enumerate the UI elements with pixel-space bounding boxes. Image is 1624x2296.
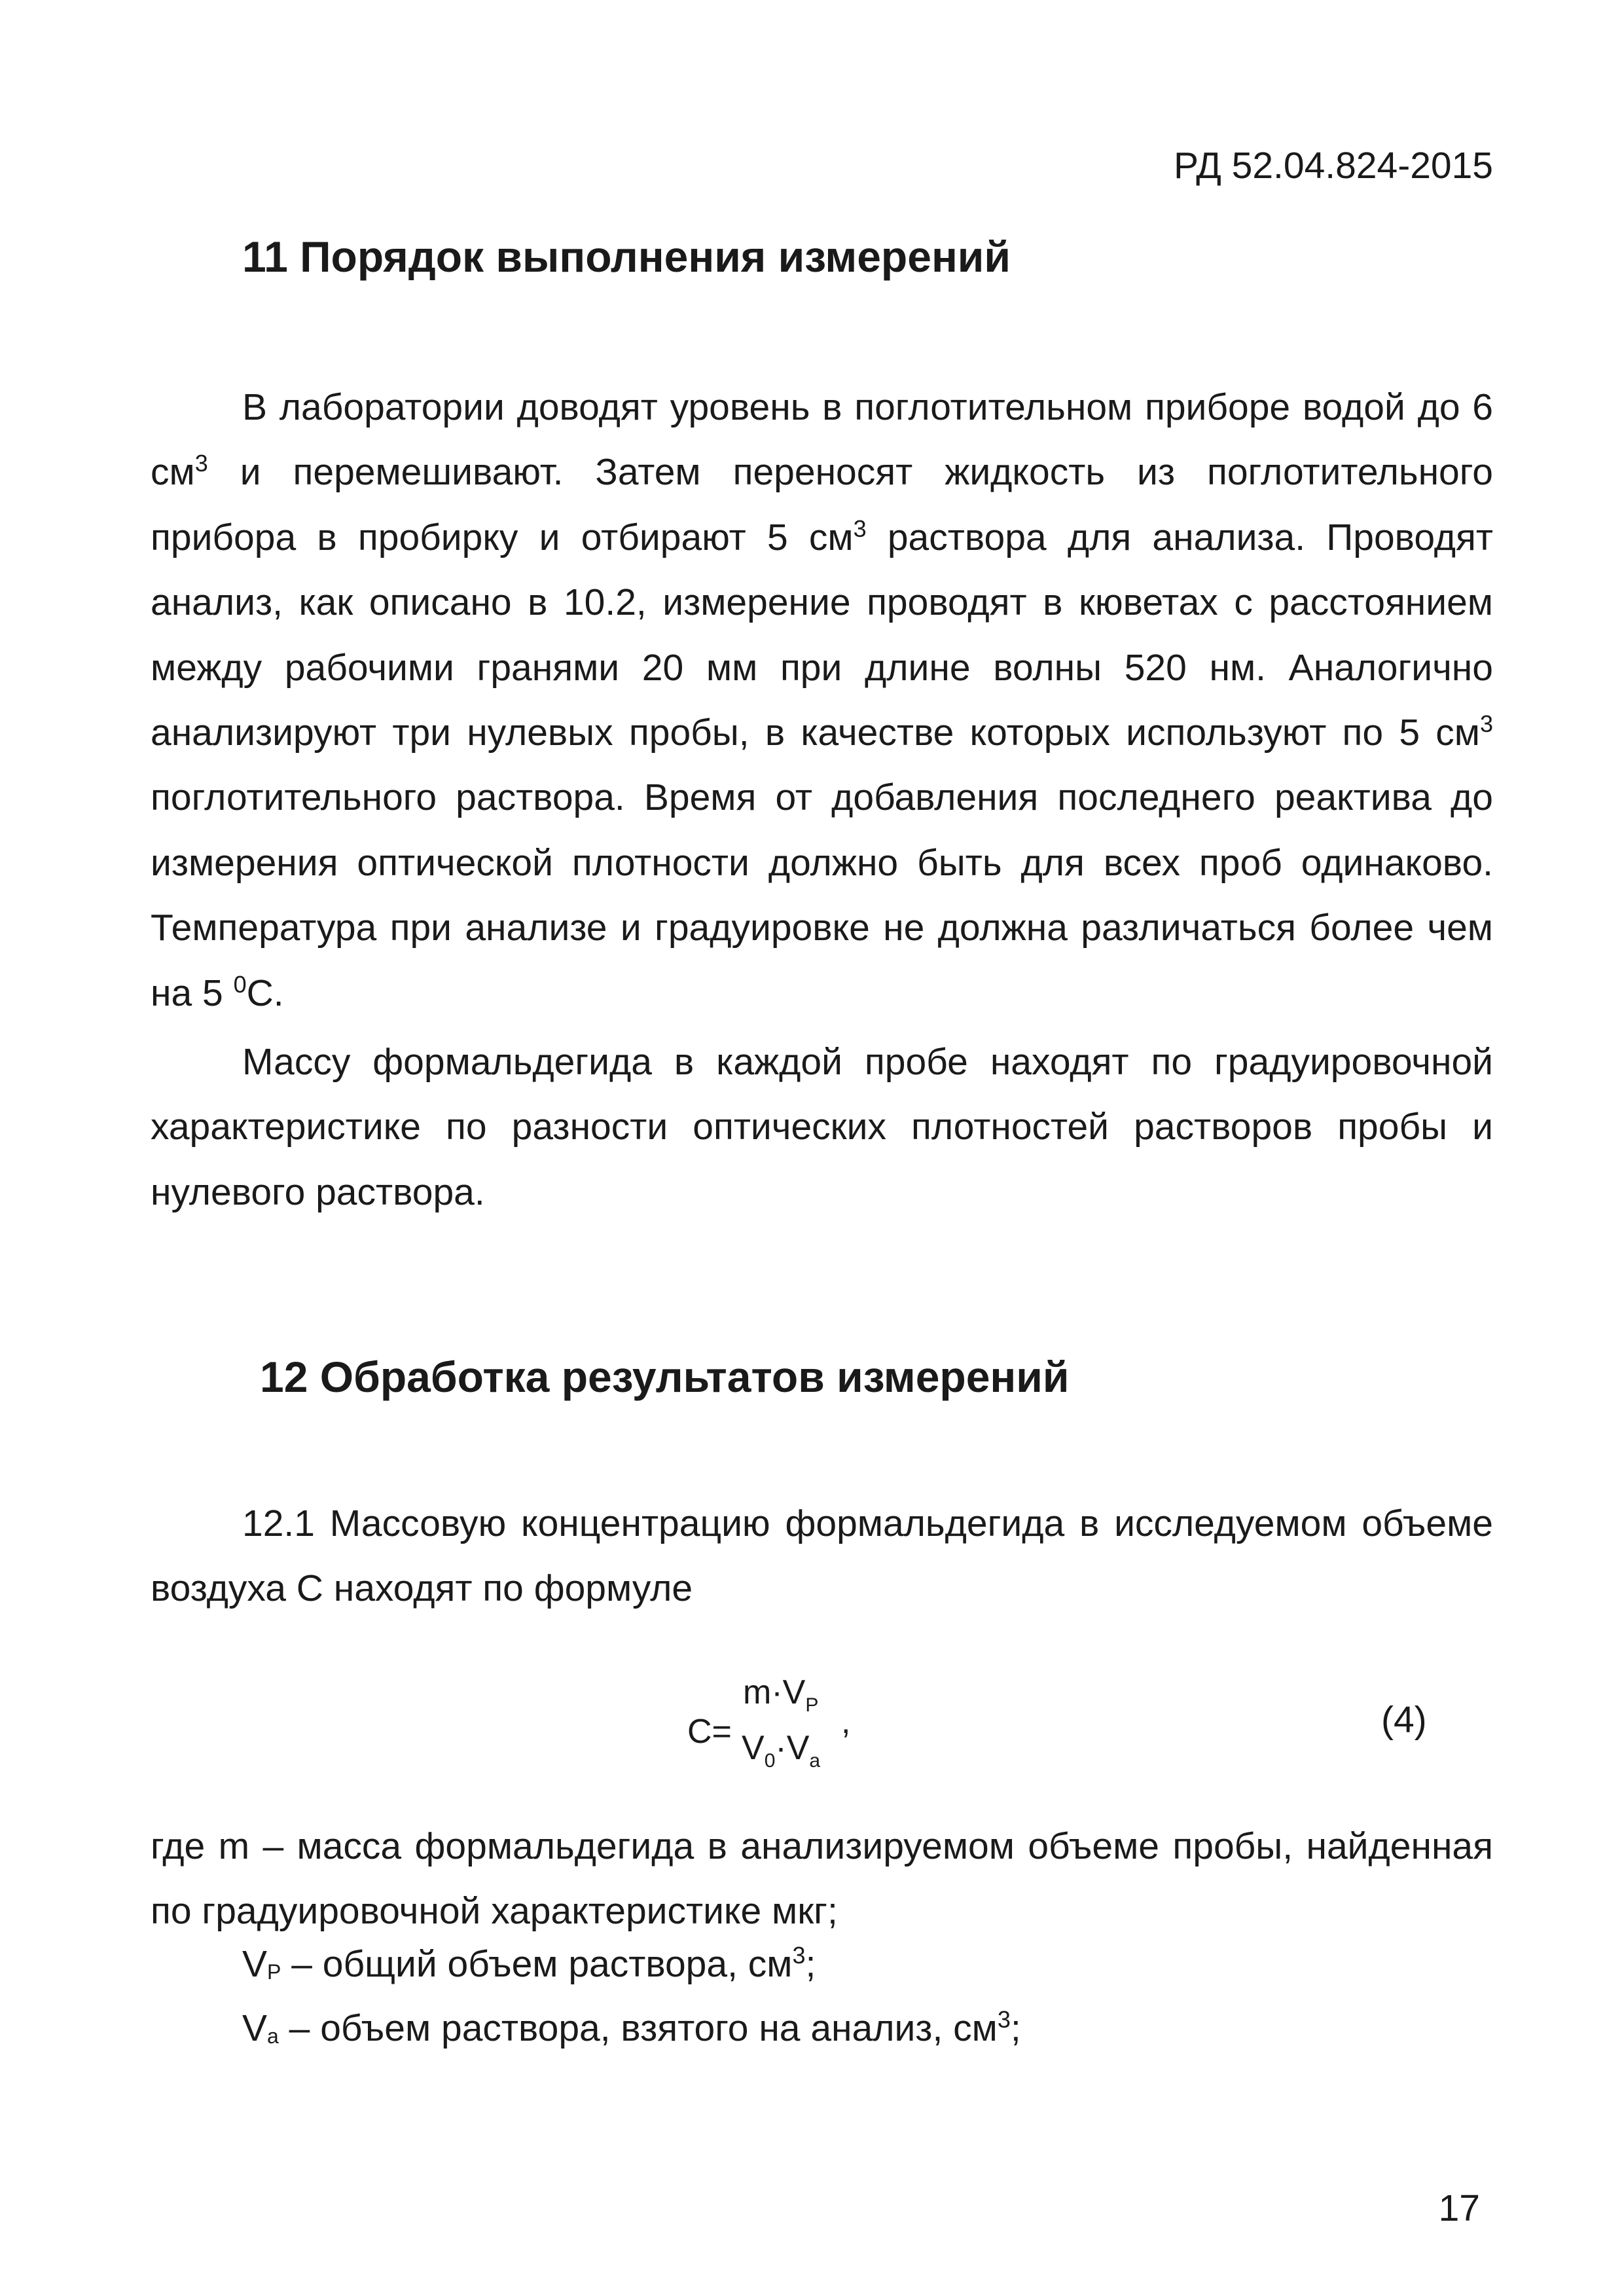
where-definition: где m – масса формальдегида в анализируемом объеме пробы, найденная по градуировочной характеристике мкг; <box>151 1825 1493 1933</box>
section-12-paragraph-1: 12.1 Массовую концентрацию формальдегида в исследуемом объеме воздуха С находят по формуле <box>151 1503 1493 1610</box>
equation-number: (4) <box>1381 1699 1427 1741</box>
p1-part-b: и перемешивают. Затем переносят жидкость из поглотительного прибора в пробирку и отбирают 5 см <box>151 451 1493 558</box>
superscript-3: 3 <box>997 2006 1011 2033</box>
document-code: РД 52.04.824-2015 <box>1173 145 1493 187</box>
superscript-3: 3 <box>1479 710 1493 738</box>
vp-symbol: V <box>242 1943 268 1985</box>
formula-lhs: C= <box>687 1713 732 1751</box>
formula-numerator <box>743 1673 818 1717</box>
p1-part-d: поглотительного раствора. Время от добавления последнего реактива до измерения оптической плотности должно быть для всех проб одинаково. Температура при анализе и градуировке не должна различаться более чем на 5 <box>151 776 1493 1014</box>
formula-denominator <box>742 1728 820 1772</box>
va-text: – объем раствора, взятого на анализ, см <box>278 2007 998 2049</box>
formula-4 <box>681 1673 890 1784</box>
numerator-subscript: P <box>805 1694 819 1716</box>
va-symbol: V <box>242 2007 268 2049</box>
page-number: 17 <box>1438 2187 1480 2229</box>
superscript-3: 3 <box>792 1942 806 1969</box>
section-11-paragraph-1 <box>151 375 1493 1026</box>
definition-va <box>242 2005 1021 2059</box>
degree-superscript: 0 <box>233 970 247 998</box>
p1-part-c: раствора для анализа. Проводят анализ, как описано в 10.2, измерение проводят в кюветах с расстоянием между рабочими гранями 20 мм при длине волны 520 нм. Аналогично анализируют три нулевых пробы, в качестве которых используют по 5 см <box>151 516 1493 754</box>
p1-part-e: С. <box>246 972 284 1014</box>
vp-subscript: P <box>267 1960 281 1984</box>
superscript-3: 3 <box>194 450 208 477</box>
denominator-v: V <box>742 1729 765 1767</box>
denominator-subscript-a: a <box>809 1750 821 1772</box>
semicolon: ; <box>805 1943 816 1985</box>
numerator-text: m·V <box>743 1673 806 1711</box>
p1-part-a: В лаборатории доводят уровень в поглотительном приборе водой до 6 см <box>151 386 1493 494</box>
superscript-3: 3 <box>853 515 867 542</box>
semicolon: ; <box>1010 2007 1021 2049</box>
section-12-heading: 12 Обработка результатов измерений <box>260 1353 1070 1401</box>
section-11-paragraph-2: Массу формальдегида в каждой пробе находят по градуировочной характеристике по разности оптических плотностей растворов пробы и нулевого раствора. <box>151 1041 1493 1213</box>
denominator-subscript-0: 0 <box>764 1750 776 1772</box>
definition-vp <box>242 1941 816 1995</box>
formula-comma: , <box>841 1703 851 1741</box>
denominator-dot-v: ·V <box>775 1729 810 1767</box>
vp-text: – общий объем раствора, см <box>281 1943 793 1985</box>
section-11-heading: 11 Порядок выполнения измерений <box>242 232 1011 281</box>
va-subscript: a <box>267 2024 279 2048</box>
